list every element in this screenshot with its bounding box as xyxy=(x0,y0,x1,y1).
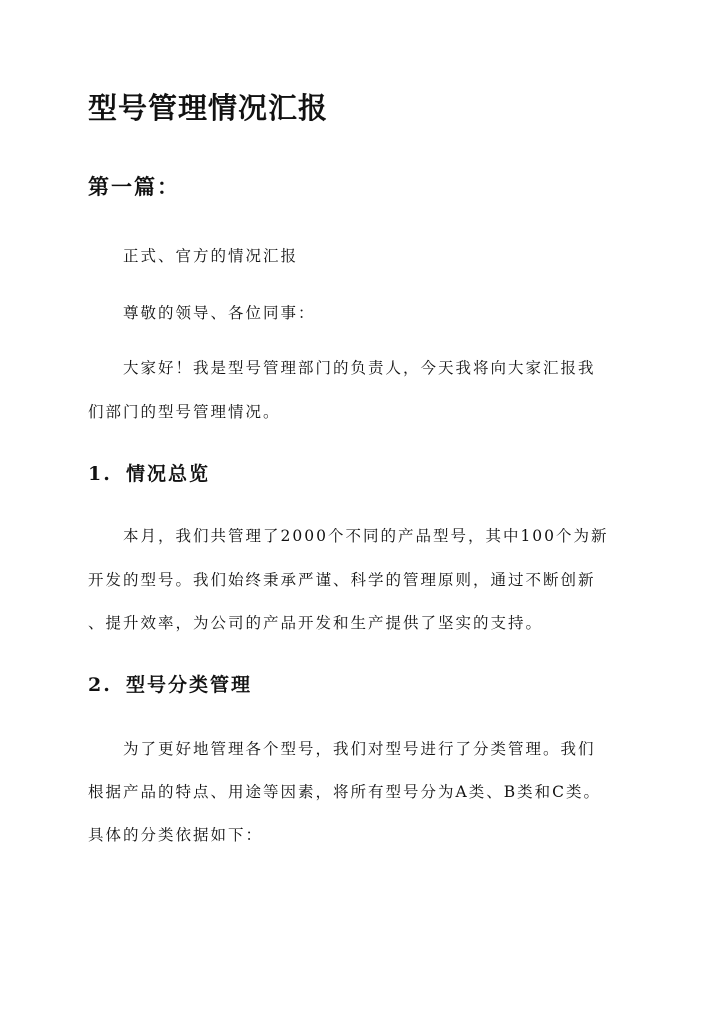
section-number: 1. xyxy=(88,463,112,485)
section-title: 型号分类管理 xyxy=(126,674,253,696)
overview-paragraph-line: 、提升效率，为公司的产品开发和生产提供了坚实的支持。 xyxy=(88,614,544,632)
intro-paragraph-line: 正式、官方的情况汇报 xyxy=(123,247,299,265)
greeting-paragraph-line: 们部门的型号管理情况。 xyxy=(88,403,281,421)
overview-paragraph-line: 开发的型号。我们始终秉承严谨、科学的管理原则，通过不断创新 xyxy=(88,571,596,589)
salutation-line: 尊敬的领导、各位同事： xyxy=(123,304,316,322)
overview-paragraph-line: 本月，我们共管理了2000个不同的产品型号，其中100个为新 xyxy=(123,527,609,545)
greeting-paragraph-line: 大家好！我是型号管理部门的负责人，今天我将向大家汇报我 xyxy=(123,359,596,377)
section-title: 情况总览 xyxy=(126,463,211,485)
section-number: 2. xyxy=(88,674,112,696)
section-heading-overview xyxy=(88,459,210,486)
classification-paragraph-line: 具体的分类依据如下： xyxy=(88,826,264,844)
classification-paragraph-line: 根据产品的特点、用途等因素，将所有型号分为A类、B类和C类。 xyxy=(88,783,601,801)
classification-paragraph-line: 为了更好地管理各个型号，我们对型号进行了分类管理。我们 xyxy=(123,740,596,758)
part-heading: 第一篇： xyxy=(88,174,180,199)
section-heading-classification xyxy=(88,670,252,697)
document-title: 型号管理情况汇报 xyxy=(88,91,329,125)
